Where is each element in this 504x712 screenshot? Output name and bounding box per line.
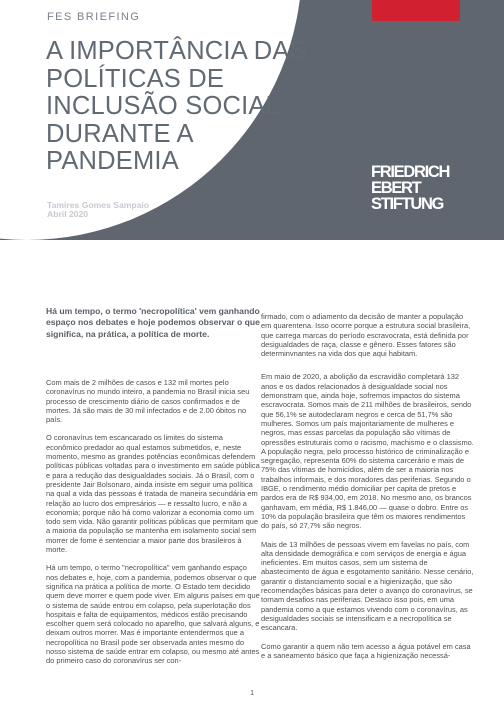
paragraph: Mais de 13 milhões de pessoas vivem em favelas no país, com alta densidade demográfica e com serviços de energia e água ineficientes. Em muitos casos, sem um sistema de abastecimento de água e esgotamento sanitário. Nesse cenário, garantir o distanciamento social e a higienização, que são recomendações básicas para deter o avanço do coronavírus, se tornam desafios nas periferias. Destaco isso pois, em uma pandemia como a que estamos vivendo com o coronavírus, as desigualdades sociais se intensificam e a necropolítica se escancara.	[261, 539, 474, 633]
paragraph: O coronavírus tem escancarado os limites do sistema econômico predador ao qual estamos submetidos, e, neste momento, mesmo as grandes potências econômicas defendem políticas públicas voltadas para o investimento em saúde pública e para a redução das desigualdades sociais. Já o Brasil, com o presidente Jair Bolsonaro, ainda insiste em seguir uma política na qual a vida das pessoas é tratada de maneira secundária em relação ao lucro dos empresários — e ressalto lucro, e não a economia; porque não há como valorizar a economia como um todo sem vida. Não garantir políticas públicas que permitam que a maioria da população se mantenha em isolamento social sem morrer de fome é sentenciar a maior parte dos brasileiros à morte.	[46, 433, 260, 555]
lead-paragraph-block	[46, 306, 260, 340]
paragraph: Em maio de 2020, a abolição da escravidão completará 132 anos e os dados relacionados à desigualdade social nos demonstram que, ainda hoje, sofremos impactos do sistema escravocrata. Somos mais de 211 milhões de brasileiros, sendo que 56,1% se autodeclaram negros e cerca de 51,7% são mulheres. Somos um país majoritariamente de mulheres e negros, mas essas parcelas da população são vítimas de opressões estruturais como o racismo, machismo e o classismo. A população negra, pelo processo histórico de criminalização e segregação, representa 60% do sistema carcerário e mais de 75% das vítimas de homicídios, além de ser a maioria nos trabalhos informais, e dos moradores das periferias. Segundo o IBGE, o rendimento médio domiciliar per capita de pretos e pardos era de R$ 934,00, em 2018. No mesmo ano, os brancos ganhavam, em média, R$ 1.846,00 — quase o dobro. Entre os 10% da população brasileira que têm os maiores rendimentos do país, só 27,7% são negros.	[261, 372, 474, 531]
fes-logo	[371, 164, 449, 212]
page-number: 1	[250, 688, 255, 697]
lead-paragraph: Há um tempo, o termo 'necropolítica' vem ganhando espaço nos debates e hoje podemos observar o que significa, na prática, a política de morte.	[46, 306, 260, 339]
right-column	[261, 312, 475, 660]
logo-line-2: EBERT	[371, 179, 421, 197]
paragraph: Há um tempo, o termo "necropolítica" vem ganhando espaço nos debates e, hoje, com a pandemia, podemos observar o que significa na prática a política de morte. O Estado tem decidido quem deve morrer e quem pode viver. Em alguns países em que o sistema de saúde entrou em colapso, pela superlotação dos hospitais e falta de equipamentos, médicos estão precisando escolher quem será colocado no aparelho, que salvará alguns, e deixam outros morrer. Mas é importante entendermos que a necropolítica no Brasil pode ser observada antes mesmo do nosso sistema de saúde entrar em colapso, ou mesmo até antes do primeiro caso do coronavírus ser con-	[46, 563, 260, 666]
logo-line-1: FRIEDRICH	[371, 163, 450, 181]
cover-header	[0, 0, 504, 240]
author-name: Tamires Gomes Sampaio	[47, 200, 150, 210]
red-accent-tab	[372, 0, 460, 21]
page-title: A IMPORTÂNCIA DAS POLÍTICAS DE INCLUSÃO SOCIAL DURANTE A PANDEMIA	[46, 37, 307, 175]
publication-date: Abril 2020	[47, 209, 89, 219]
paragraph: Com mais de 2 milhões de casos e 132 mil mortes pelo coronavírus no mundo inteiro, a pandemia no Brasil inicia seu processo de crescimento diário de casos confirmados e de mortes. Já são mais de 30 mil infectados e de 2.00 óbitos no país.	[46, 378, 250, 425]
logo-line-3: STIFTUNG	[371, 195, 444, 213]
paragraph: Como garantir a quem não tem acesso a água potável em casa e a saneamento básico que faça a higienização necessá-	[261, 641, 471, 660]
series-label: FES BRIEFING	[47, 11, 141, 23]
paragraph: firmado, com o adiamento da decisão de manter a população em quarentena. Isso ocorre porque a estrutura social brasileira, que carrega marcas do período escravocrata, está definida por desigualdades de raça, classe e gênero. Esses fatores são determinvnantes na vida dos que aqui habitam.	[261, 312, 471, 359]
left-column	[46, 378, 260, 666]
